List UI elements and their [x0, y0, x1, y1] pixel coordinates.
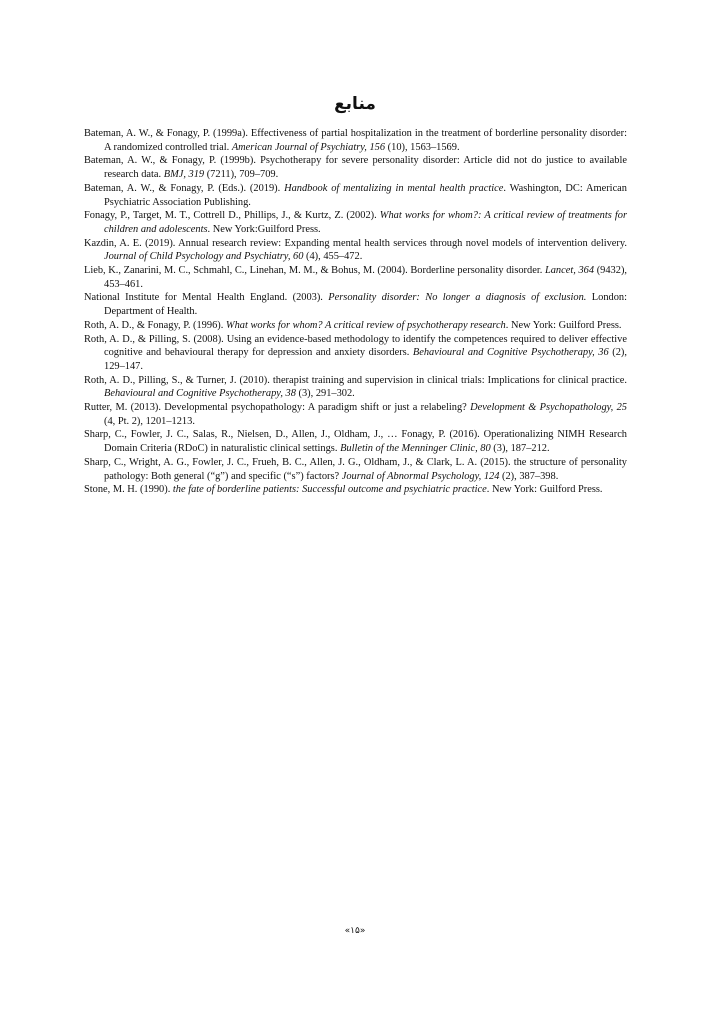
reference-text: Bateman, A. W., & Fonagy, P. (Eds.). (2019). — [84, 182, 285, 194]
reference-text: Roth, A. D., & Fonagy, P. (1996). — [84, 319, 226, 331]
reference-text: Rutter, M. (2013). Developmental psychopathology: A paradigm shift or just a relabeling? — [84, 402, 471, 414]
reference-text: . Washington, DC: American Psychiatric Association Publishing. — [104, 182, 627, 208]
reference-source: Handbook of mentalizing in mental health practice — [284, 182, 504, 194]
reference-text: Lieb, K., Zanarini, M. C., Schmahl, C., Linehan, M. M., & Bohus, M. (2004). Borderline personality disorder. — [84, 265, 545, 277]
reference-entry — [84, 291, 627, 318]
reference-text: (4), 455–472. — [303, 251, 363, 263]
reference-text: (10), 1563–1569. — [385, 141, 460, 153]
reference-text: Stone, M. H. (1990). — [84, 484, 173, 496]
reference-entry — [84, 374, 627, 401]
reference-text: (3), 291–302. — [295, 388, 355, 400]
reference-text: Bateman, A. W., & Fonagy, P. (1999a). Effectiveness of partial hospitalization in the treatment of borderline personality disorder: A randomized controlled trial. — [84, 128, 627, 153]
reference-text: London: Department of Health. — [104, 292, 627, 318]
page-title: منابع — [334, 94, 376, 114]
reference-list — [84, 127, 627, 497]
reference-entry — [84, 428, 627, 455]
reference-text: . New York: Guilford Press. — [505, 319, 622, 331]
reference-text: Roth, A. D., & Pilling, S. (2008). Using an evidence-based methodology to identify the competences required to deliver effective cognitive and behavioural therapy for depression and anxiety disorders. — [84, 333, 627, 359]
reference-text: (9432), 453–461. — [104, 265, 627, 290]
reference-source: BMJ, 319 — [163, 169, 205, 181]
reference-entry — [84, 237, 627, 264]
reference-source: Journal of Child Psychology and Psychiatry, 60 — [104, 251, 304, 263]
reference-text: . New York:Guilford Press. — [207, 223, 321, 235]
reference-text: (2), 129–147. — [104, 347, 627, 372]
reference-entry — [84, 333, 627, 374]
reference-source: Lancet, 364 — [544, 265, 595, 277]
reference-text: (4, Pt. 2), 1201–1213. — [104, 415, 195, 427]
reference-entry — [84, 182, 627, 209]
reference-source: American Journal of Psychiatry, 156 — [231, 141, 386, 153]
reference-text: Sharp, C., Fowler, J. C., Salas, R., Nielsen, D., Allen, J., Oldham, J., … Fonagy, P. (2016). Operationalizing NIMH Research Domain Criteria (RDoC) in naturalistic clinical settings. — [84, 429, 627, 455]
reference-source: Bulletin of the Menninger Clinic, 80 — [340, 443, 491, 455]
reference-source: Behavioural and Cognitive Psychotherapy, 36 — [412, 347, 609, 359]
reference-text: (3), 187–212. — [490, 443, 550, 455]
reference-entry — [84, 319, 627, 333]
reference-entry — [84, 456, 627, 483]
reference-entry — [84, 127, 627, 154]
reference-text: Fonagy, P., Target, M. T., Cottrell D., Phillips, J., & Kurtz, Z. (2002). — [84, 210, 380, 222]
reference-source: Development & Psychopathology, 25 — [470, 402, 627, 414]
reference-text: (7211), 709–709. — [204, 169, 279, 181]
reference-text: . New York: Guilford Press. — [486, 484, 603, 496]
reference-entry — [84, 483, 627, 497]
reference-text: Kazdin, A. E. (2019). Annual research review: Expanding mental health services through novel models of intervention delivery. — [84, 237, 627, 249]
page-number: «۱۵» — [344, 926, 366, 936]
reference-source: Journal of Abnormal Psychology, 124 — [341, 470, 500, 482]
reference-source: Behavioural and Cognitive Psychotherapy, 38 — [104, 388, 296, 400]
reference-entry — [84, 154, 627, 181]
reference-entry — [84, 209, 627, 236]
reference-entry — [84, 401, 627, 428]
reference-text: National Institute for Mental Health England. (2003). — [84, 292, 329, 304]
reference-source: the fate of borderline patients: Successful outcome and psychiatric practice — [172, 484, 487, 496]
reference-source: Personality disorder: No longer a diagnosis of exclusion. — [328, 292, 587, 304]
reference-source: What works for whom? A critical review of psychotherapy research — [225, 319, 506, 331]
reference-text: Sharp, C., Wright, A. G., Fowler, J. C., Frueh, B. C., Allen, J. G., Oldham, J., & Clark, L. A. (2015). the structure of personality pathology: Both general (“g”) and specific (“s”) factors? — [84, 456, 627, 482]
reference-entry — [84, 264, 627, 291]
reference-source: What works for whom?: A critical review of treatments for children and adolescents — [104, 210, 627, 235]
reference-text: (2), 387–398. — [499, 470, 559, 482]
reference-text: Bateman, A. W., & Fonagy, P. (1999b). Psychotherapy for severe personality disorder: Article did not do justice to available research data. — [84, 155, 627, 181]
reference-text: Roth, A. D., Pilling, S., & Turner, J. (2010). therapist training and supervision in clinical trials: Implications for clinical practice. — [84, 374, 627, 386]
